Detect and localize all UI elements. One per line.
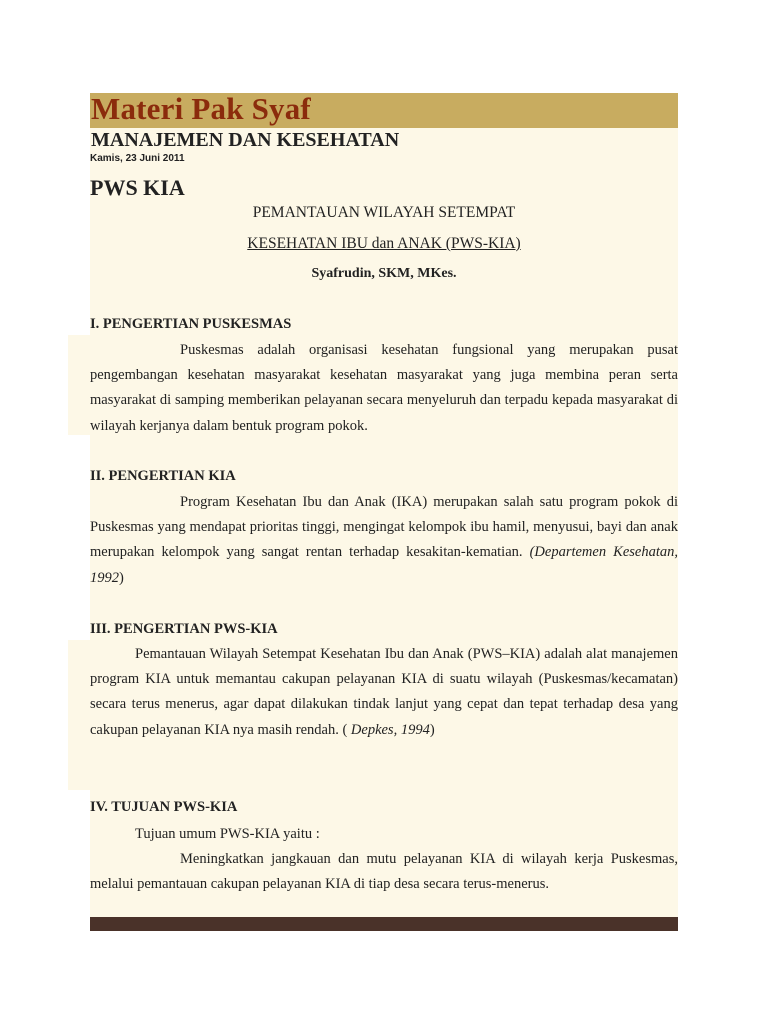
- section-paragraph: [90, 642, 678, 743]
- section-paragraph: Puskesmas adalah organisasi kesehatan fungsional yang merupakan pusat pengembangan kesehatan masyarakat kesehatan masyarakat yang juga membina peran serta masyarakat di samping memberikan pelayanan secara menyeluruh dan terpadu kepada masyarakat di wilayah kerjanya dalam bentuk program pokok.: [90, 342, 678, 434]
- paragraph-text: Pemantauan Wilayah Setempat Kesehatan Ibu dan Anak (PWS–KIA) adalah alat manajemen program KIA untuk memantau cakupan pelayanan KIA di suatu wilayah (Puskesmas/kecamatan) secara terus menerus, agar dapat dilakukan tindak lanjut yang cepat dan tepat terhadap desa yang cakupan pelayanan KIA nya masih rendah. (: [90, 646, 678, 738]
- section-heading-tujuan-pws-kia: IV. TUJUAN PWS-KIA: [90, 799, 238, 815]
- section-heading-pengertian-pws-kia: III. PENGERTIAN PWS-KIA: [90, 621, 278, 637]
- section-heading-pengertian-kia: II. PENGERTIAN KIA: [90, 468, 236, 484]
- blog-subtitle: MANAJEMEN DAN KESEHATAN: [91, 129, 400, 151]
- footer-bar: [90, 917, 678, 931]
- blog-title[interactable]: Materi Pak Syaf: [91, 91, 311, 126]
- paragraph-text: Program Kesehatan Ibu dan Anak (IKA) merupakan salah satu program pokok di Puskesmas yang mendapat prioritas tinggi, mengingat kelompok ibu hamil, menyusui, bayi dan anak merupakan kelompok yang sangat rentan terhadap kesakitan-kematian.: [90, 494, 678, 561]
- left-margin-tint: [68, 640, 90, 790]
- post-date: Kamis, 23 Juni 2011: [90, 153, 185, 164]
- citation: Depkes, 1994: [350, 721, 430, 738]
- author-name: Syafrudin, SKM, MKes.: [311, 266, 457, 281]
- citation-close: ): [119, 569, 124, 586]
- document-page: [90, 93, 678, 931]
- section-paragraph: Meningkatkan jangkauan dan mutu pelayanan KIA di wilayah kerja Puskesmas, melalui pemantauan cakupan pelayanan KIA di tiap desa secara terus-menerus.: [90, 851, 678, 893]
- post-title[interactable]: PWS KIA: [90, 175, 185, 200]
- document-heading-line-1: PEMANTAUAN WILAYAH SETEMPAT: [252, 204, 516, 221]
- section-heading-pengertian-puskesmas: I. PENGERTIAN PUSKESMAS: [90, 316, 292, 332]
- header-banner: [90, 93, 678, 128]
- left-margin-tint: [68, 335, 90, 435]
- citation: (Departemen Kesehatan, 1992: [90, 544, 678, 586]
- section-paragraph: [90, 490, 678, 591]
- citation-close: ): [429, 721, 435, 738]
- section-intro: Tujuan umum PWS-KIA yaitu :: [135, 826, 320, 842]
- document-heading-line-2: KESEHATAN IBU dan ANAK (PWS-KIA): [247, 235, 521, 252]
